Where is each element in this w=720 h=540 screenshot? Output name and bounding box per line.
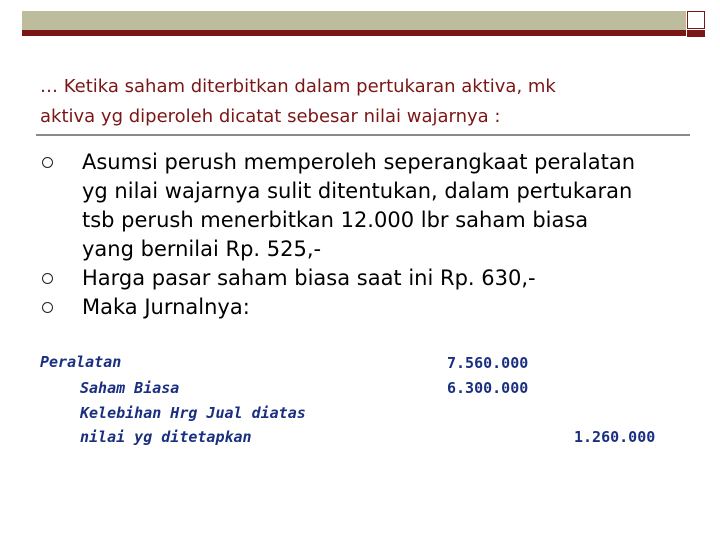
bullet-text-line: yg nilai wajarnya sulit ditentukan, dalam pertukaran bbox=[82, 179, 633, 203]
bullet-text-line: Harga pasar saham biasa saat ini Rp. 630,- bbox=[82, 266, 536, 290]
journal-credit-account-2-line-1: Kelebihan Hrg Jual diatas bbox=[80, 404, 306, 422]
bullet-text-line: yang bernilai Rp. 525,- bbox=[82, 237, 322, 261]
slide-title-line-1: … Ketika saham diterbitkan dalam pertukaran aktiva, mk bbox=[40, 76, 556, 97]
slide-title-line-2: aktiva yg diperoleh dicatat sebesar nilai wajarnya : bbox=[40, 106, 501, 127]
journal-credit-account-1: Saham Biasa bbox=[80, 379, 180, 397]
bullet-text-line: Asumsi perush memperoleh seperangkaat peralatan bbox=[82, 150, 636, 174]
journal-credit-amount-2: 1.260.000 bbox=[574, 428, 656, 446]
bullet-text-line: Maka Jurnalnya: bbox=[82, 295, 250, 319]
journal-credit-amount-1: 6.300.000 bbox=[447, 379, 529, 397]
journal-credit-account-2-line-2: nilai yg ditetapkan bbox=[80, 428, 252, 446]
journal-debit-account: Peralatan bbox=[40, 353, 122, 371]
bullet-text-line: tsb perush menerbitkan 12.000 lbr saham biasa bbox=[82, 208, 589, 232]
journal-debit-amount: 7.560.000 bbox=[447, 354, 529, 372]
